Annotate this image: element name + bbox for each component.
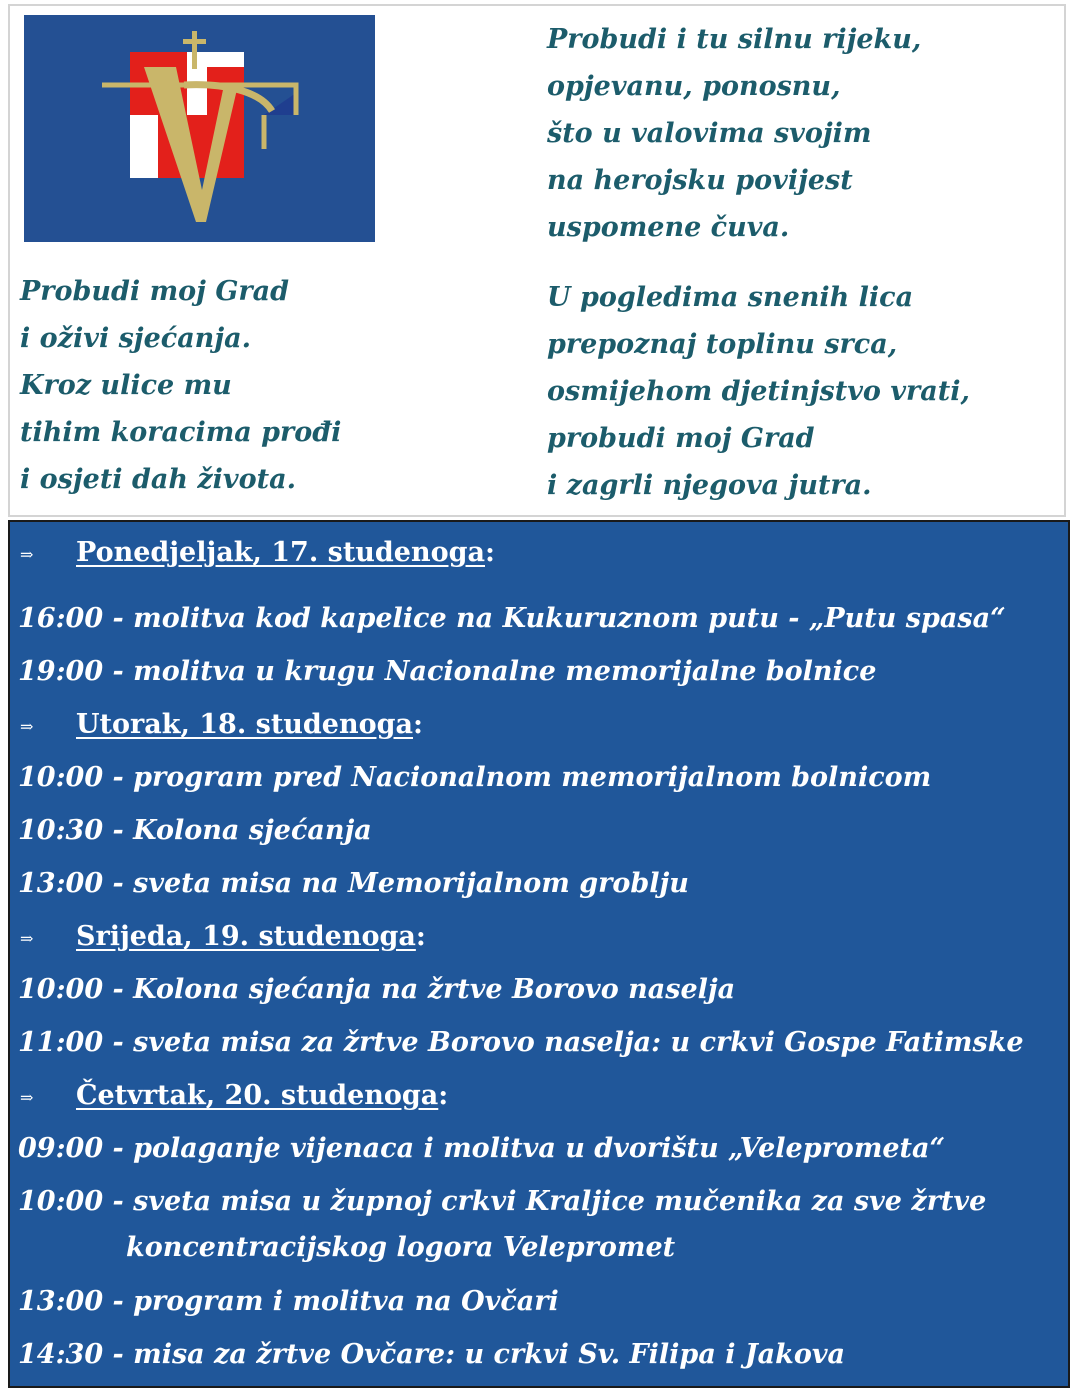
- poem-line: prepoznaj toplinu srca,: [547, 329, 898, 360]
- day-colon: :: [438, 1080, 449, 1111]
- arrow-icon: ⇒: [20, 929, 34, 948]
- header-panel: [8, 4, 1066, 517]
- poem-line: što u valovima svojim: [547, 118, 872, 149]
- poem-stanza-right-bottom: [547, 274, 970, 509]
- poem-line: Kroz ulice mu: [20, 370, 232, 401]
- schedule-panel: [8, 520, 1070, 1388]
- event-row: 10:00 - Kolona sjećanja na žrtve Borovo naselja: [18, 974, 736, 1005]
- day-heading: [76, 708, 423, 742]
- day-heading: [76, 1079, 448, 1113]
- event-row: 16:00 - molitva kod kapelice na Kukuruznom putu - „Putu spasa“: [18, 603, 1006, 634]
- poem-line: opjevanu, ponosnu,: [547, 71, 841, 102]
- poem-stanza-right-top: [547, 16, 921, 251]
- poem-line: tihim koracima prođi: [20, 417, 342, 448]
- event-continuation-text: koncentracijskog logora Velepromet: [126, 1232, 676, 1263]
- event-row: 14:30 - misa za žrtve Ovčare: u crkvi Sv. Filipa i Jakova: [18, 1339, 846, 1370]
- day-colon: :: [415, 921, 426, 952]
- day-heading: [76, 920, 426, 954]
- poem-stanza-left: [20, 268, 341, 503]
- day-colon: :: [413, 709, 423, 740]
- arrow-icon: ⇒: [20, 717, 34, 736]
- day-name: Utorak, 18. studenoga: [76, 709, 413, 740]
- day-heading: [76, 536, 495, 570]
- poem-line: na herojsku povijest: [547, 165, 853, 196]
- day-name: Srijeda, 19. studenoga: [76, 921, 416, 952]
- poem-line: i zagrli njegova jutra.: [547, 470, 872, 501]
- poem-line: Probudi i tu silnu rijeku,: [547, 24, 922, 55]
- day-name: Ponedjeljak, 17. studenoga: [76, 537, 485, 568]
- event-row: 19:00 - molitva u krugu Nacionalne memorijalne bolnice: [18, 656, 877, 687]
- event-row: 11:00 - sveta misa za žrtve Borovo naselja: u crkvi Gospe Fatimske: [18, 1027, 1024, 1058]
- day-colon: :: [485, 537, 495, 568]
- event-row: 10:00 - program pred Nacionalnom memorijalnom bolnicom: [18, 762, 932, 793]
- day-name: Četvrtak, 20. studenoga: [76, 1080, 439, 1111]
- poem-line: Probudi moj Grad: [20, 276, 289, 307]
- event-row: 09:00 - polaganje vijenaca i molitva u dvorištu „Veleprometa“: [18, 1133, 946, 1164]
- event-row: 13:00 - sveta misa na Memorijalnom groblju: [18, 868, 689, 899]
- emblem-icon: [24, 15, 375, 242]
- poem-line: probudi moj Grad: [547, 423, 815, 454]
- event-row: 13:00 - program i molitva na Ovčari: [18, 1286, 559, 1317]
- arrow-icon: ⇒: [20, 545, 34, 564]
- poem-line: U pogledima snenih lica: [547, 282, 914, 313]
- event-row-continuation: [18, 1231, 675, 1265]
- event-row: 10:00 - sveta misa u župnoj crkvi Kraljice mučenika za sve žrtve: [18, 1186, 987, 1217]
- poem-line: osmijehom djetinjstvo vrati,: [547, 376, 970, 407]
- event-row: 10:30 - Kolona sjećanja: [18, 815, 372, 846]
- emblem-logo: [24, 15, 375, 242]
- poem-line: i osjeti dah života.: [20, 464, 296, 495]
- arrow-icon: ⇒: [20, 1088, 34, 1107]
- poem-line: uspomene čuva.: [547, 212, 790, 243]
- poem-line: i oživi sjećanja.: [20, 323, 251, 354]
